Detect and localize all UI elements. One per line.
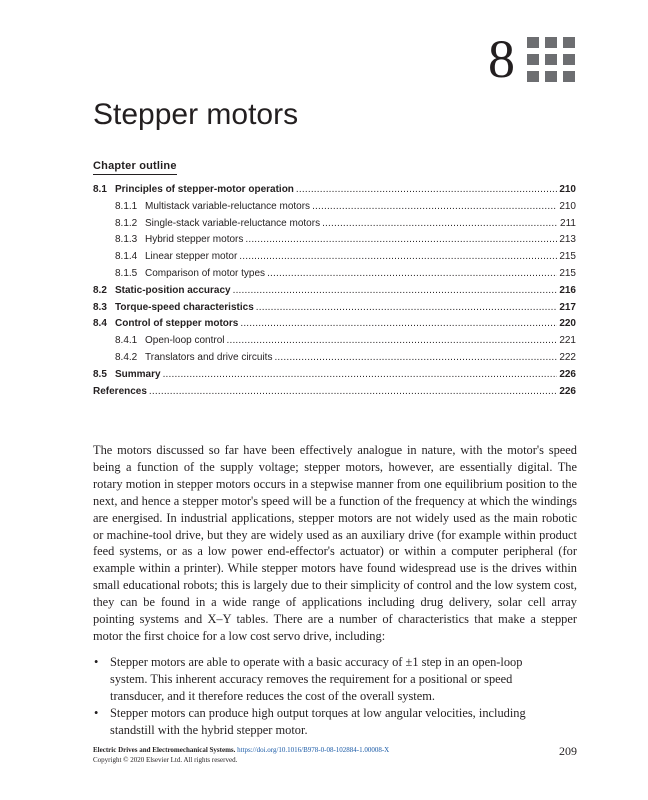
outline-heading: Chapter outline	[93, 160, 177, 175]
grid-square	[545, 71, 557, 82]
grid-square	[527, 54, 539, 65]
toc-number: 8.3	[93, 301, 107, 313]
toc-entry[interactable]	[93, 333, 576, 350]
page-number: 209	[559, 744, 577, 758]
bullet-icon: •	[94, 705, 99, 720]
toc-number: 8.1	[93, 184, 107, 195]
toc-entry[interactable]	[93, 199, 576, 216]
toc-entry[interactable]	[93, 283, 576, 300]
toc-page: 210	[559, 184, 576, 195]
toc-leader	[239, 249, 557, 266]
toc-label: Principles of stepper-motor operation	[115, 184, 294, 195]
toc-page: 220	[559, 318, 576, 330]
toc-entry[interactable]	[93, 232, 576, 249]
toc-page: 215	[559, 251, 576, 263]
chapter-number: 8	[488, 29, 515, 89]
grid-square	[545, 54, 557, 65]
bullet-icon: •	[94, 655, 99, 669]
toc-leader	[163, 367, 558, 384]
toc-leader	[322, 216, 558, 233]
toc-page: 211	[560, 217, 576, 229]
toc-number: 8.2	[93, 284, 107, 296]
toc-label: Summary	[115, 368, 161, 380]
bullet-text: Stepper motors are able to operate with a basic accuracy of ±1 step in an open-loop system. This inherent accuracy removes the requirement for a positional or speed transducer, and it therefore reduces the cost of the overall system.	[110, 655, 523, 703]
toc-label: Control of stepper motors	[115, 318, 239, 330]
toc-number: 8.1.5	[115, 267, 138, 279]
toc-label: Single-stack variable-reluctance motors	[145, 217, 321, 229]
toc-leader	[267, 266, 557, 283]
list-item	[93, 705, 577, 739]
bullet-list	[93, 654, 577, 739]
toc-leader	[245, 232, 557, 249]
copyright: Copyright © 2020 Elsevier Ltd. All rights reserved.	[93, 756, 238, 764]
toc-label: Comparison of motor types	[145, 267, 266, 279]
toc-page: 215	[559, 267, 576, 279]
toc-page: 217	[559, 301, 576, 313]
chapter-grid-icon	[527, 37, 575, 82]
grid-square	[563, 54, 575, 65]
toc-number: 8.5	[93, 368, 107, 380]
chapter-title: Stepper motors	[93, 98, 299, 131]
toc-label: Torque-speed characteristics	[115, 301, 254, 313]
toc-number: 8.4	[93, 318, 107, 330]
toc-number: 8.1.3	[115, 234, 138, 246]
toc-number: 8.4.2	[115, 351, 138, 363]
toc-leader	[274, 350, 557, 367]
toc-entry[interactable]	[93, 316, 576, 333]
toc-entry[interactable]	[93, 182, 576, 199]
toc-page: 210	[559, 200, 576, 212]
grid-square	[545, 37, 557, 48]
book-title: Electric Drives and Electromechanical Systems.	[93, 746, 236, 754]
grid-square	[563, 37, 575, 48]
table-of-contents	[93, 182, 576, 400]
toc-label: Open-loop control	[145, 335, 225, 347]
toc-leader	[256, 300, 558, 317]
toc-label: Translators and drive circuits	[145, 351, 273, 363]
toc-entry[interactable]	[93, 249, 576, 266]
page-footer	[93, 745, 577, 765]
grid-square	[563, 71, 575, 82]
bullet-text: Stepper motors can produce high output torques at low angular velocities, including standstill with the hybrid stepper motor.	[110, 705, 526, 737]
toc-label: References	[93, 385, 147, 397]
toc-number: 8.1.1	[115, 200, 138, 212]
toc-entry[interactable]	[93, 266, 576, 283]
toc-leader	[149, 384, 557, 401]
toc-number: 8.1.4	[115, 251, 138, 263]
toc-label: Hybrid stepper motors	[145, 234, 244, 246]
toc-number: 8.4.1	[115, 335, 138, 347]
doi-link[interactable]: https://doi.org/10.1016/B978-0-08-102884-1.00008-X	[237, 746, 390, 754]
toc-leader	[312, 199, 557, 216]
toc-entry[interactable]	[93, 367, 576, 384]
grid-square	[527, 37, 539, 48]
toc-entry[interactable]	[93, 384, 576, 401]
toc-leader	[296, 182, 557, 199]
toc-page: 226	[559, 385, 576, 397]
toc-page: 221	[559, 335, 576, 347]
toc-page: 213	[559, 234, 576, 246]
toc-page: 216	[559, 284, 576, 296]
list-item	[93, 654, 577, 705]
intro-paragraph: The motors discussed so far have been effectively analogue in nature, with the motor's speed being a function of the supply voltage; stepper motors, however, are essentially digital. The rotary motion in stepper motors occurs in a stepwise manner from one equilibrium position to the next, and hence a stepper motor's speed will be a function of the frequency at which the windings are energised. In industrial applications, stepper motors are not widely used as the main robotic or machine-tool drive, but they are widely used as an auxiliary drive (for example within product feed systems, or as a low power end-effector's actuator) or within a computer peripheral (for example within a printer). While stepper motors have found widespread use is the drives within small educational robots; this is largely due to their simplicity of control and the low system cost, they can be found in a wide range of applications including drug delivery, solar cell array pointing systems and X–Y tables. There are a number of characteristics that make a stepper motor the first choice for a low cost servo drive, including:	[93, 443, 577, 643]
toc-label: Static-position accuracy	[115, 284, 231, 296]
toc-leader	[233, 283, 558, 300]
toc-entry[interactable]	[93, 350, 576, 367]
toc-entry[interactable]	[93, 216, 576, 233]
toc-number: 8.1.2	[115, 217, 138, 229]
toc-label: Linear stepper motor	[145, 251, 238, 263]
toc-leader	[227, 333, 558, 350]
toc-leader	[240, 316, 557, 333]
grid-square	[527, 71, 539, 82]
toc-label: Multistack variable-reluctance motors	[145, 200, 311, 212]
toc-page: 222	[559, 351, 576, 363]
toc-page: 226	[559, 368, 576, 380]
toc-entry[interactable]	[93, 300, 576, 317]
